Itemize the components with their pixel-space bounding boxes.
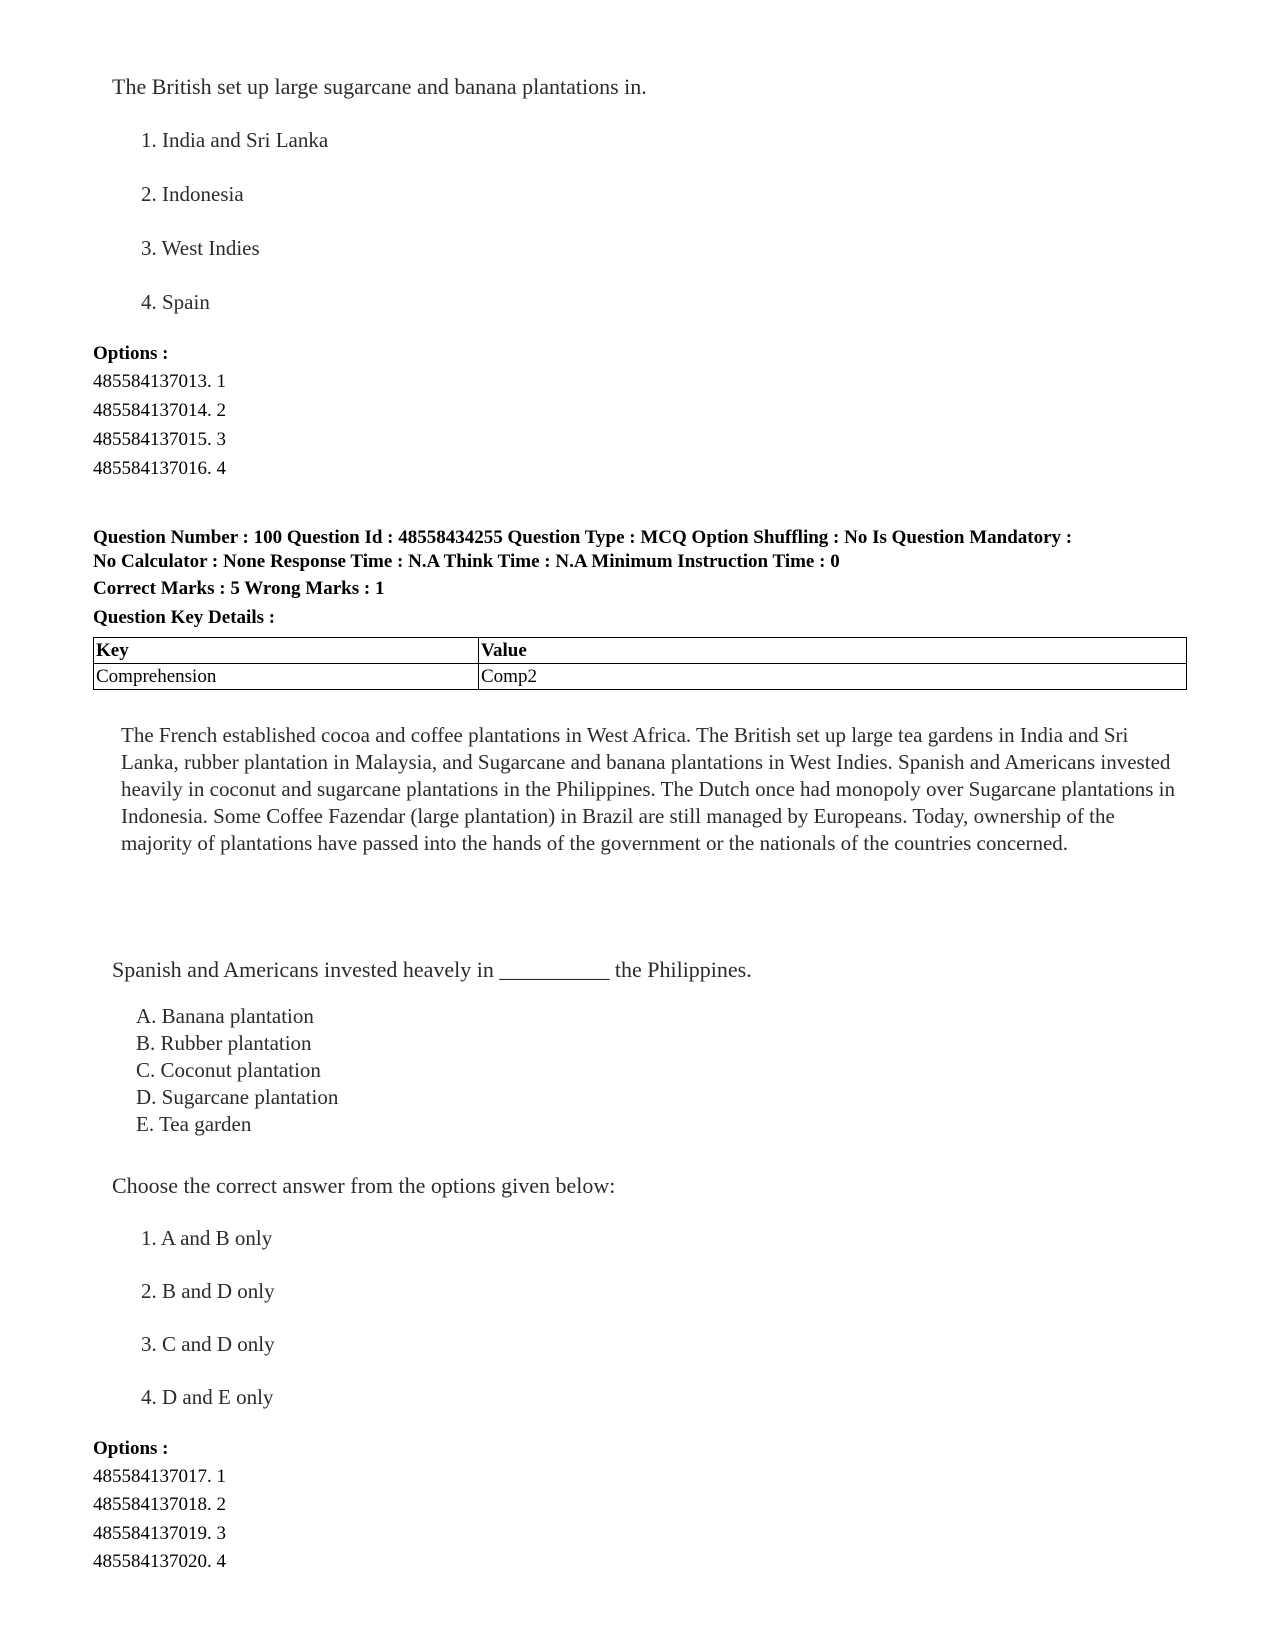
instruction-text: Choose the correct answer from the options given below:	[112, 1173, 616, 1198]
answer-choice: 4. D and E only	[141, 1385, 274, 1409]
answer-choice: 1. A and B only	[141, 1226, 273, 1250]
option-code: 485584137016. 4	[93, 458, 226, 479]
answer-choice: 3. C and D only	[141, 1332, 275, 1356]
option-code: 485584137019. 3	[93, 1523, 226, 1544]
comprehension-passage: The French established cocoa and coffee plantations in West Africa. The British set up large tea gardens in India and Sri Lanka, rubber plantation in Malaysia, and Sugarcane and banana plantations in West Indies. Spanish and Americans invested heavily in coconut and sugarcane plantations in the Philippines. The Dutch once had monopoly over Sugarcane plantations in Indonesia. Some Coffee Fazendar (large plantation) in Brazil are still managed by Europeans. Today, ownership of the majority of plantations have passed into the hands of the government or the nationals of the countries concerned.	[121, 723, 1176, 855]
answer-choice: 1. India and Sri Lanka	[141, 128, 329, 152]
statement-item: D. Sugarcane plantation	[136, 1085, 339, 1109]
option-code: 485584137013. 1	[93, 371, 226, 392]
option-code: 485584137020. 4	[93, 1551, 226, 1572]
statement-item: B. Rubber plantation	[136, 1031, 312, 1055]
option-code: 485584137017. 1	[93, 1466, 226, 1487]
table-header-value: Value	[479, 638, 1187, 664]
option-code: 485584137014. 2	[93, 400, 226, 421]
table-row	[94, 664, 1187, 690]
answer-choice: 4. Spain	[141, 290, 210, 314]
stem-text: Spanish and Americans invested heavely in	[112, 957, 494, 982]
statement-item: A. Banana plantation	[136, 1004, 314, 1028]
key-details-table	[93, 637, 1187, 690]
option-code: 485584137018. 2	[93, 1494, 226, 1515]
table-cell: Comprehension	[94, 664, 479, 690]
table-cell: Comp2	[479, 664, 1187, 690]
table-header-key: Key	[94, 638, 479, 664]
metadata-line: Question Number : 100 Question Id : 48558434255 Question Type : MCQ Option Shuffling : No Is Question Mandatory :	[93, 527, 1073, 548]
stem-text: the Philippines.	[614, 957, 752, 982]
answer-choice: 2. B and D only	[141, 1279, 275, 1303]
answer-choice: 2. Indonesia	[141, 182, 244, 206]
table-header-row	[94, 638, 1187, 664]
question-stem: The British set up large sugarcane and banana plantations in.	[112, 74, 647, 99]
options-heading: Options :	[93, 343, 169, 364]
metadata-line: No Calculator : None Response Time : N.A Think Time : N.A Minimum Instruction Time : 0	[93, 551, 840, 572]
statement-item: E. Tea garden	[136, 1112, 252, 1136]
question-stem	[112, 957, 752, 983]
options-heading: Options :	[93, 1438, 169, 1459]
stem-blank: __________	[499, 957, 610, 982]
answer-choice: 3. West Indies	[141, 236, 260, 260]
marks-line: Correct Marks : 5 Wrong Marks : 1	[93, 578, 385, 599]
question-metadata	[93, 526, 1072, 574]
key-details-heading: Question Key Details :	[93, 607, 276, 628]
option-code: 485584137015. 3	[93, 429, 226, 450]
statement-item: C. Coconut plantation	[136, 1058, 321, 1082]
